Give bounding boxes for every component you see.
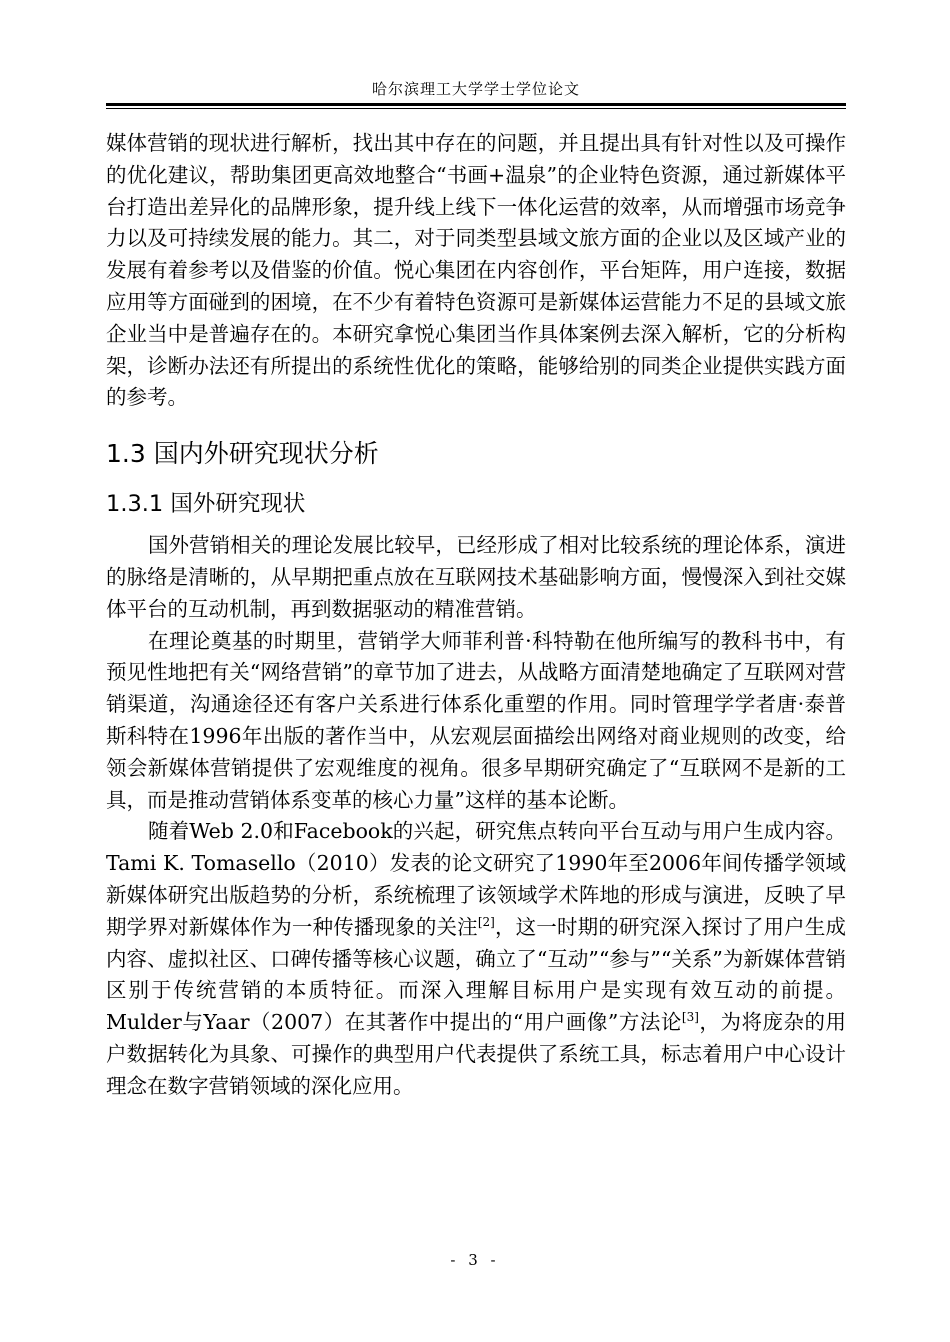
citation-3[interactable]: [3] bbox=[681, 1010, 699, 1025]
paragraph-web2-research bbox=[106, 816, 846, 1102]
subsection-heading-1-3-1: 1.3.1 国外研究现状 bbox=[106, 491, 306, 518]
header-rule-thick bbox=[106, 103, 846, 106]
paragraph-continued: 媒体营销的现状进行解析，找出其中存在的问题，并且提出具有针对性以及可操作的优化建议，帮助集团更高效地整合“书画+温泉”的企业特色资源，通过新媒体平台打造出差异化的品牌形象，提升线上线下一体化运营的效率，从而增强市场竞争力以及可持续发展的能力。其二，对于同类型县域文旅方面的企业以及区域产业的发展有着参考以及借鉴的价值。悦心集团在内容创作，平台矩阵，用户连接，数据应用等方面碰到的困境，在不少有着特色资源可是新媒体运营能力不足的县域文旅企业当中是普遍存在的。本研究拿悦心集团当作具体案例去深入解析，它的分析构架，诊断办法还有所提出的系统性优化的策略，能够给别的同类企业提供实践方面的参考。 bbox=[106, 131, 846, 410]
page-number: - 3 - bbox=[450, 1251, 500, 1269]
page-body bbox=[106, 128, 846, 1103]
paragraph-text-part-b: ，这一时期的研究深入探讨了用户生成内容、虚拟社区、口碑传播等核心议题，确立了“互动”“参与”“关系”为新媒体营销区别于传统营销的本质特征。而深入理解目标用户是实现有效互动的前提。Mulder与Yaar（2007）在其著作中提出的“用户画像”方法论 bbox=[106, 914, 846, 1035]
citation-2[interactable]: [2] bbox=[477, 914, 495, 929]
paragraph-text-part-a: 随着Web 2.0和Facebook的兴起，研究焦点转向平台互动与用户生成内容。Tami K. Tomasello（2010）发表的论文研究了1990年至2006年间传播学领域新媒体研究出版趋势的分析，系统梳理了该领域学术阵地的形成与演进，反映了早期学界对新媒体作为一种传播现象的关注 bbox=[106, 819, 846, 939]
paragraph-text-part-c: ，为将庞杂的用户数据转化为具象、可操作的典型用户代表提供了系统工具，标志着用户中心设计理念在数字营销领域的深化应用。 bbox=[106, 1010, 847, 1098]
paragraph-foreign-overview: 国外营销相关的理论发展比较早，已经形成了相对比较系统的理论体系，演进的脉络是清晰的，从早期把重点放在互联网技术基础影响方面，慢慢深入到社交媒体平台的互动机制，再到数据驱动的精准营销。 bbox=[106, 533, 846, 621]
paragraph-theory-foundation: 在理论奠基的时期里，营销学大师菲利普·科特勒在他所编写的教科书中，有预见性地把有关“网络营销”的章节加了进去，从战略方面清楚地确定了互联网对营销渠道，沟通途径还有客户关系进行体系化重塑的作用。同时管理学学者唐·泰普斯科特在1996年出版的著作当中，从宏观层面描绘出网络对商业规则的改变，给领会新媒体营销提供了宏观维度的视角。很多早期研究确定了“互联网不是新的工具，而是推动营销体系变革的核心力量”这样的基本论断。 bbox=[106, 628, 846, 812]
section-heading-1-3: 1.3 国内外研究现状分析 bbox=[106, 439, 379, 469]
running-header: 哈尔滨理工大学学士学位论文 bbox=[371, 80, 580, 98]
header-rule-thin bbox=[106, 108, 846, 109]
